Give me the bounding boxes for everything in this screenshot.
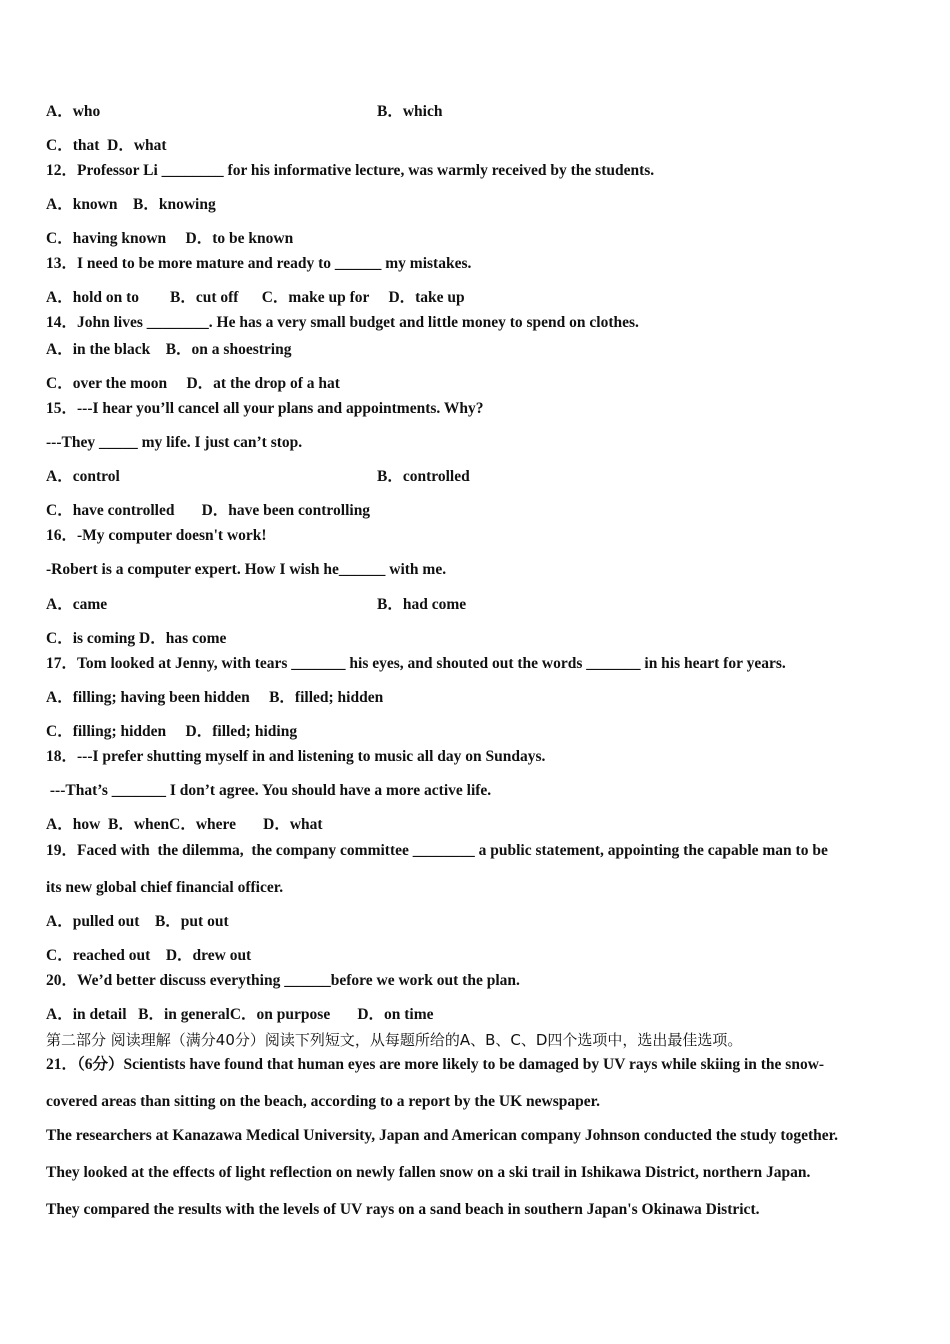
q11-option-b: B．which <box>377 103 443 120</box>
q20-options: A．in detail B．in generalC．on purpose D．on time <box>46 1006 434 1023</box>
q16-options-cd: C．is coming D．has come <box>46 630 227 647</box>
q14-options-cd: C．over the moon D．at the drop of a hat <box>46 375 340 392</box>
q15-option-b: B．controlled <box>377 468 470 485</box>
q19-stem-cont: its new global chief financial officer. <box>46 879 284 896</box>
q15-stem: 15．---I hear you’ll cancel all your plans and appointments. Why? <box>46 400 484 417</box>
q12-stem: 12．Professor Li ________ for his informative lecture, was warmly received by the students. <box>46 162 655 179</box>
passage-line-1: 21．（6分）Scientists have found that human eyes are more likely to be damaged by UV rays while skiing in the snow- <box>46 1056 825 1073</box>
q18-options: A．how B．whenC．where D．what <box>46 816 323 833</box>
q16-dialogue: -Robert is a computer expert. How I wish he______ with me. <box>46 561 447 578</box>
q18-dialogue: ---That’s _______ I don’t agree. You should have a more active life. <box>46 782 492 799</box>
q13-stem: 13．I need to be more mature and ready to ______ my mistakes. <box>46 255 472 272</box>
q15-dialogue: ---They _____ my life. I just can’t stop. <box>46 434 303 451</box>
q19-stem: 19．Faced with the dilemma, the company committee ________ a public statement, appointing the capable man to be <box>46 842 828 859</box>
passage-line-4: They looked at the effects of light reflection on newly fallen snow on a ski trail in Ishikawa District, northern Japan. <box>46 1164 811 1181</box>
passage-line-2: covered areas than sitting on the beach, according to a report by the UK newspaper. <box>46 1093 600 1110</box>
q14-stem: 14．John lives ________. He has a very small budget and little money to spend on clothes. <box>46 314 639 331</box>
q14-options-ab: A．in the black B．on a shoestring <box>46 341 292 358</box>
passage-line-3: The researchers at Kanazawa Medical University, Japan and American company Johnson conducted the study together. <box>46 1127 838 1144</box>
q16-stem: 16．-My computer doesn't work! <box>46 527 267 544</box>
q19-options-cd: C．reached out D．drew out <box>46 947 252 964</box>
q12-options-ab: A．known B．knowing <box>46 196 216 213</box>
q15-option-a: A．control <box>46 468 120 485</box>
q17-stem: 17．Tom looked at Jenny, with tears _______ his eyes, and shouted out the words _______ in his heart for years. <box>46 655 786 672</box>
q18-stem: 18．---I prefer shutting myself in and listening to music all day on Sundays. <box>46 748 546 765</box>
q17-options-ab: A．filling; having been hidden B．filled; hidden <box>46 689 384 706</box>
q12-options-cd: C．having known D．to be known <box>46 230 294 247</box>
q20-stem: 20．We’d better discuss everything ______before we work out the plan. <box>46 972 520 989</box>
q11-option-a: A．who <box>46 103 101 120</box>
q17-options-cd: C．filling; hidden D．filled; hiding <box>46 723 298 740</box>
q13-options: A．hold on to B．cut off C．make up for D．take up <box>46 289 465 306</box>
section-heading: 第二部分 阅读理解（满分40分）阅读下列短文，从每题所给的A、B、C、D四个选项中，选出最佳选项。 <box>46 1031 743 1049</box>
q15-options-cd: C．have controlled D．have been controlling <box>46 502 371 519</box>
passage-line-5: They compared the results with the levels of UV rays on a sand beach in southern Japan's Okinawa District. <box>46 1201 760 1218</box>
q19-options-ab: A．pulled out B．put out <box>46 913 229 930</box>
q16-option-a: A．came <box>46 596 108 613</box>
q16-option-b: B．had come <box>377 596 467 613</box>
q11-options-cd: C．that D．what <box>46 137 167 154</box>
